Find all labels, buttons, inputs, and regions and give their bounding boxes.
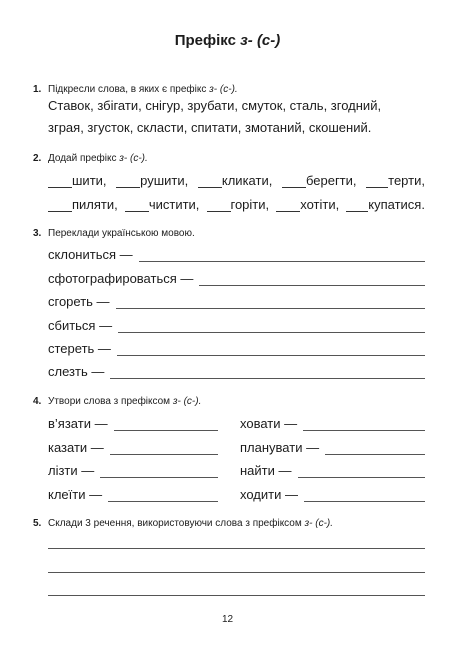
prefix-blank[interactable] — [48, 174, 72, 188]
answer-line[interactable] — [114, 418, 218, 431]
task4-left-row: казати — — [48, 437, 218, 455]
answer-line[interactable] — [298, 465, 426, 478]
task3-row — [48, 244, 425, 262]
task4-instruction-text: Утвори слова з префіксом — [48, 396, 173, 407]
task2-item[interactable]: купатися. — [346, 197, 425, 212]
prefix-blank[interactable] — [282, 174, 306, 188]
task1-words-line2[interactable]: зграя, згусток, скласти, спитати, змотаний, скошений. — [48, 120, 372, 135]
task4-instruction-prefix: з- (с-). — [172, 396, 202, 407]
answer-line[interactable] — [199, 273, 425, 286]
task5-instruction-text: Склади 3 речення, використовуючи слова з префіксом — [48, 518, 305, 529]
task3-word: стереть — — [48, 341, 111, 356]
page-title — [0, 32, 455, 49]
task3-number: 3. — [33, 228, 42, 239]
task5-instruction-prefix: з- (с-). — [304, 518, 334, 529]
task2-item[interactable]: рушити, — [116, 173, 188, 188]
answer-line[interactable] — [117, 343, 425, 356]
answer-line[interactable] — [110, 366, 425, 379]
task4-left-row: в’язати — — [48, 413, 218, 431]
task3-row — [48, 338, 425, 356]
task3-word: сфотографироваться — — [48, 271, 194, 286]
task3-word: слезть — — [48, 364, 105, 379]
task1-number: 1. — [33, 84, 42, 95]
task5-instruction — [48, 518, 333, 529]
task4-right-row: найти — — [240, 460, 425, 478]
title-prefix: з- (с-) — [240, 32, 281, 49]
task1-instruction-prefix: з- (с-). — [209, 84, 238, 95]
task3-row — [48, 291, 425, 309]
task4-right-row: ховати — — [240, 413, 425, 431]
prefix-blank[interactable] — [125, 198, 149, 212]
answer-line[interactable] — [139, 249, 425, 262]
task4-left-row: лізти — — [48, 460, 218, 478]
task2-item[interactable]: шити, — [48, 173, 107, 188]
answer-line[interactable] — [303, 418, 425, 431]
task4-right-row: планувати — — [240, 437, 425, 455]
prefix-blank[interactable] — [346, 198, 368, 212]
page-number: 12 — [221, 614, 234, 625]
prefix-blank[interactable] — [276, 198, 300, 212]
task2-item[interactable]: кликати, — [198, 173, 272, 188]
task2-row2 — [48, 194, 425, 212]
writing-line[interactable] — [48, 571, 425, 573]
title-main: Префікс — [174, 32, 241, 49]
prefix-blank[interactable] — [48, 198, 72, 212]
task1-instruction — [48, 84, 238, 95]
task3-row — [48, 361, 425, 379]
task2-instruction — [48, 153, 148, 164]
task3-row — [48, 268, 425, 286]
task4-number: 4. — [33, 396, 42, 407]
task2-item[interactable]: чистити, — [125, 197, 200, 212]
task2-item[interactable]: терти, — [366, 173, 425, 188]
answer-line[interactable] — [110, 442, 218, 455]
answer-line[interactable] — [304, 489, 425, 502]
writing-line[interactable] — [48, 547, 425, 549]
task2-row1 — [48, 170, 425, 188]
answer-line[interactable] — [118, 320, 425, 333]
task2-item[interactable]: берегти, — [282, 173, 357, 188]
task3-word: сбиться — — [48, 318, 113, 333]
answer-line[interactable] — [108, 489, 218, 502]
task4-instruction — [48, 396, 201, 407]
task3-word: сгореть — — [48, 294, 110, 309]
answer-line[interactable] — [116, 296, 425, 309]
task1-words-line1[interactable]: Ставок, збігати, снігур, зрубати, смуток, сталь, згодний, — [48, 98, 382, 113]
task3-instruction: Переклади українською мовою. — [48, 228, 195, 239]
prefix-blank[interactable] — [198, 174, 222, 188]
answer-line[interactable] — [100, 465, 218, 478]
task3-word: склониться — — [48, 247, 133, 262]
prefix-blank[interactable] — [207, 198, 231, 212]
task2-number: 2. — [33, 153, 42, 164]
task2-item[interactable]: пиляти, — [48, 197, 118, 212]
answer-line[interactable] — [325, 442, 425, 455]
task2-item[interactable]: хотіти, — [276, 197, 339, 212]
task2-item[interactable]: горіти, — [207, 197, 270, 212]
task2-instruction-prefix: з- (с-). — [119, 153, 148, 164]
task5-number: 5. — [33, 518, 42, 529]
prefix-blank[interactable] — [366, 174, 388, 188]
task3-row — [48, 315, 425, 333]
task1-instruction-text: Підкресли слова, в яких є префікс — [48, 84, 210, 95]
task2-instruction-text: Додай префікс — [48, 153, 120, 164]
task4-right-row: ходити — — [240, 484, 425, 502]
writing-line[interactable] — [48, 594, 425, 596]
prefix-blank[interactable] — [116, 174, 140, 188]
task4-left-row: клеїти — — [48, 484, 218, 502]
